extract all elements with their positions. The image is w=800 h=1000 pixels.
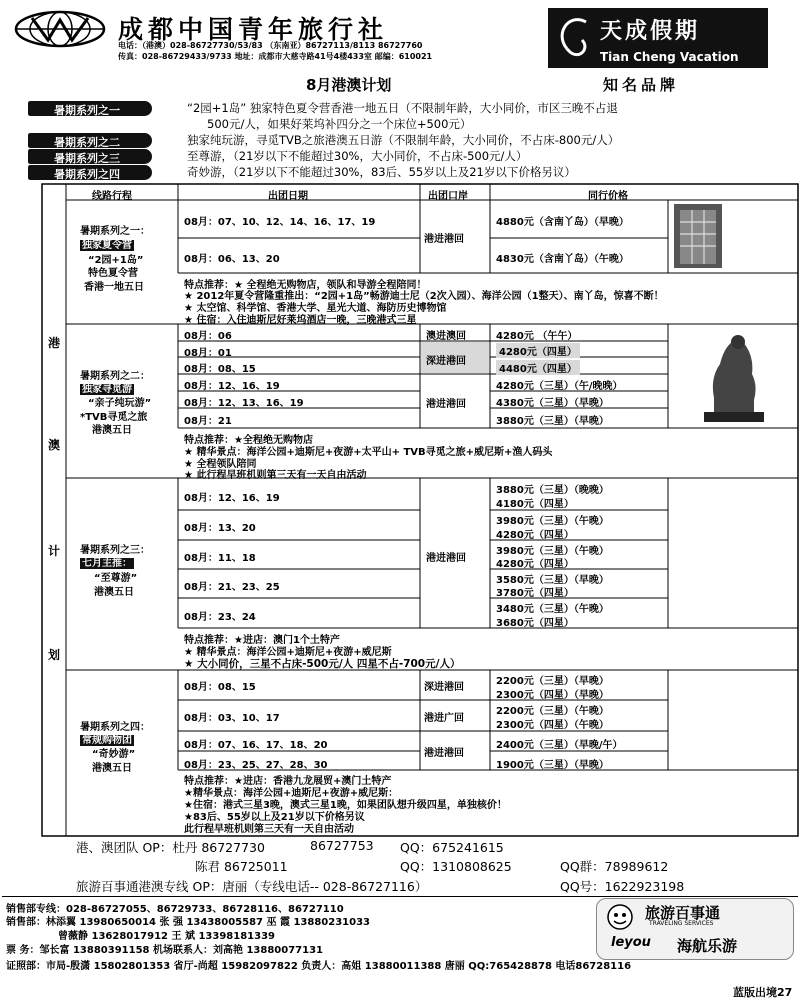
s2-price: 3880元（三星）（早晚） (496, 416, 609, 427)
contact-line-special: 旅游百事通港澳专线 OP：唐丽（专线电话-- 028-86727116） (76, 879, 428, 894)
s3-date: 08月：12、16、19 (184, 493, 280, 504)
page-title: 8月港澳计划 (306, 76, 392, 94)
s3-subtitle: 港澳五日 (94, 587, 134, 598)
s2-note: ★ 此行程早班机则第三天有一天自由活动 (184, 470, 367, 481)
s2-date: 08月：21 (184, 416, 232, 427)
col-header-price: 同行价格 (588, 191, 628, 202)
s2-date: 08月：12、13、16、19 (184, 398, 304, 409)
s2-port: 港进港回 (426, 399, 466, 410)
s4-subtitle: 港澳五日 (92, 763, 132, 774)
series-badge-3: 暑期系列之三 (28, 149, 152, 164)
s4-price: 2400元（三星）（早晚/午） (496, 740, 623, 751)
s2-subtitle: *TVB寻觅之旅 (80, 412, 148, 423)
side-label: 计 (48, 544, 61, 558)
statue-photo (674, 328, 794, 424)
series-badge-1: 暑期系列之一 (28, 101, 152, 116)
contact-op2-qq: QQ：1310808625 (400, 859, 512, 874)
brand-baishitong: 旅游百事通 (645, 904, 721, 922)
s3-date: 08月：11、18 (184, 553, 256, 564)
s4-note: ★精华景点：海洋公园+迪斯尼+夜游+威尼斯： (184, 788, 399, 799)
s4-price: 2300元（四星）（午晚） (496, 720, 609, 731)
s1-title: 暑期系列之一： (80, 226, 150, 237)
summary-line: 奇妙游，（21岁以下不能超过30%，83后、55岁以上及21岁以下价格另议） (187, 165, 576, 179)
s3-price: 3980元（三星）（午晚） (496, 516, 609, 527)
s3-date: 08月：13、20 (184, 523, 256, 534)
s1-subtitle: 特色夏令营 (88, 268, 138, 279)
contact-op1-qq: QQ：675241615 (400, 840, 504, 855)
sales-line: 证照部：市局-殷潇 15802801353 省厅-尚超 15982097822 负责人：高姐 13880011388 唐丽 QQ:765428878 电话86728116 (6, 961, 632, 972)
contact-op2: 陈君 86725011 (195, 859, 288, 874)
s1-date: 08月：07、10、12、14、16、17、19 (184, 217, 376, 228)
sales-line: 销售部专线：028-86727055、86729733、86728116、86727110 (6, 904, 344, 915)
s4-price: 2200元（三星）（午晚） (496, 706, 609, 717)
series-badge-4: 暑期系列之四 (28, 165, 152, 180)
brand-haihang: 海航乐游 (677, 937, 738, 955)
s4-tag: 常规购物团 (82, 735, 132, 746)
header-tel: 电话：（港澳）028-86727730/53/83 （东南亚）86727113/8113 86727760 (118, 41, 423, 50)
s1-date: 08月：06、13、20 (184, 254, 280, 265)
s3-note: 特点推荐：★进店：澳门1个土特产 (184, 635, 340, 646)
s1-note: ★ 住宿：入住迪斯尼好莱坞酒店一晚，三晚港式三星 (184, 315, 417, 326)
s2-title: 暑期系列之二： (80, 371, 150, 382)
brand-cn: 天成假期 (600, 19, 701, 44)
s3-tag: 七月主推： (82, 558, 132, 569)
s3-note: ★ 大小同价，三星不占床-500元/人 四星不占-700元/人） (184, 658, 461, 670)
s1-tag: 独家夏令营 (82, 240, 132, 251)
divider (2, 896, 798, 897)
company-logo (14, 10, 106, 48)
contact-op1-phone2: 86727753 (310, 838, 374, 853)
summary-line: 500元/人，如果好莱坞补四分之一个床位+500元） (207, 117, 472, 131)
side-label: 澳 (48, 438, 61, 452)
s2-price: 4280元 （午午） (496, 331, 578, 342)
s2-price: 4280元（四星） (496, 343, 580, 358)
s4-date: 08月：23、25、27、28、30 (184, 760, 328, 771)
s4-port: 港进港回 (424, 748, 464, 759)
s2-note: ★ 精华景点：海洋公园+迪斯尼+夜游+太平山+ TVB寻觅之旅+威尼斯+渔人码头 (184, 447, 553, 458)
s4-date: 08月：07、16、17、18、20 (184, 740, 328, 751)
s2-date: 08月：08、15 (184, 364, 256, 375)
contact-qq-group: QQ群：78989612 (560, 859, 669, 874)
s3-note: ★ 精华景点：海洋公园+迪斯尼+夜游+威尼斯 (184, 647, 392, 658)
s3-price: 3880元（三星）（晚晚） (496, 485, 609, 496)
s1-subtitle: “2园+1岛” (88, 255, 144, 266)
s1-note: 特点推荐：★ 全程绝无购物店，领队和导游全程陪同！ (184, 280, 427, 291)
brand-baishitong-en: TRAVELING SERVICES (649, 920, 714, 927)
s3-date: 08月：23、24 (184, 612, 256, 623)
s1-price: 4880元（含南丫岛）（早晚） (496, 217, 629, 228)
s1-subtitle: 香港一地五日 (84, 282, 144, 293)
s4-subtitle: “奇妙游” (92, 749, 136, 760)
tian-cheng-swirl-icon (556, 14, 592, 58)
brand-note: 知名品牌 (603, 76, 680, 94)
side-label: 港 (48, 336, 61, 350)
page-label: 蓝版出境27 (733, 986, 793, 999)
header-fax: 传真：028-86729433/9733 地址：成都市大慈寺路41号4楼433室 邮编：610021 (118, 52, 433, 61)
s2-subtitle: 港澳五日 (92, 425, 132, 436)
summary-line: “2园+1岛” 独家特色夏令营香港一地五日（不限制年龄，大小同价，市区三晚不占退 (187, 101, 618, 115)
s1-note: ★ 太空馆、科学馆、香港大学、星光大道、海防历史博物馆 (184, 303, 447, 314)
col-header-route: 线路行程 (92, 191, 132, 202)
s2-tag: 独家寻觅游 (82, 384, 132, 395)
s2-price: 4480元（四星） (496, 360, 580, 375)
s3-price: 3580元（三星）（早晚） (496, 575, 609, 586)
s2-price: 4280元（三星）（午/晚晚） (496, 381, 623, 392)
summary-line: 独家纯玩游，寻觅TVB之旅港澳五日游（不限制年龄，大小同价，不占床-800元/人） (187, 133, 620, 147)
s3-price: 4280元（四星） (496, 530, 574, 541)
s4-port: 港进广回 (424, 713, 464, 724)
s1-note: ★ 2012年夏令营隆重推出：“2园+1岛”畅游迪士尼（2次入园）、海洋公园（1整天）、南丫岛，惊喜不断！ (184, 291, 664, 302)
statue-icon (674, 328, 794, 424)
s2-subtitle: “亲子纯玩游” (88, 398, 152, 409)
s2-note: ★ 全程领队陪同 (184, 459, 257, 470)
s2-date: 08月：06 (184, 331, 232, 342)
s4-note: 此行程早班机则第三天有一天自由活动 (184, 824, 354, 835)
sales-line: 销售部：林添翼 13980650014 张 强 13438005587 巫 霞 13880231033 (6, 917, 370, 928)
s1-price: 4830元（含南丫岛）（午晚） (496, 254, 629, 265)
s4-price: 1900元（三星）（早晚） (496, 760, 609, 771)
s3-price: 3680元（四星） (496, 618, 574, 629)
s2-note: 特点推荐：★全程绝无购物店 (184, 435, 313, 446)
brand-en: Tian Cheng Vacation (600, 50, 739, 64)
contact-op1: 港、澳团队 OP：杜丹 86727730 (76, 840, 265, 855)
s2-price: 4380元（三星）（早晚） (496, 398, 609, 409)
s4-note: ★住宿：港式三星3晚，澳式三星1晚，如果团队想升级四星，单独核价！ (184, 800, 507, 811)
s4-price: 2200元（三星）（早晚） (496, 676, 609, 687)
summary-line: 至尊游，（21岁以下不能超过30%，大小同价，不占床-500元/人） (187, 149, 528, 163)
sales-line: 曾薇静 13628017912 王 斌 13398181339 (58, 931, 276, 942)
s3-subtitle: “至尊游” (94, 573, 138, 584)
s3-price: 4280元（四星） (496, 559, 574, 570)
s3-title: 暑期系列之三： (80, 545, 150, 556)
s3-price: 3480元（三星）（午晚） (496, 604, 609, 615)
s2-port: 澳进澳回 (426, 331, 466, 342)
mascot-icon (605, 903, 635, 931)
col-header-port: 出团口岸 (428, 191, 468, 202)
s4-date: 08月：08、15 (184, 682, 256, 693)
tian-cheng-logo (548, 8, 768, 68)
side-label: 划 (48, 648, 61, 662)
s2-port: 深进港回 (426, 356, 466, 367)
building-photo-icon (674, 204, 722, 268)
s2-date: 08月：12、16、19 (184, 381, 280, 392)
s3-price: 3780元（四星） (496, 588, 574, 599)
s4-port: 深进港回 (424, 682, 464, 693)
hotel-photo (674, 204, 722, 268)
s4-date: 08月：03、10、17 (184, 713, 280, 724)
s2-date: 08月：01 (184, 348, 232, 359)
travel-brand-box (596, 898, 794, 960)
col-header-date: 出团日期 (268, 191, 308, 202)
sales-line: 票 务：邹长富 13880391158 机场联系人：刘高艳 13880077131 (6, 945, 324, 956)
s3-price: 3980元（三星）（午晚） (496, 546, 609, 557)
s3-date: 08月：21、23、25 (184, 582, 280, 593)
s4-note: 特点推荐：★进店：香港九龙展贸+澳门土特产 (184, 776, 392, 787)
company-name: 成都中国青年旅行社 (118, 15, 389, 44)
s4-price: 2300元（四星）（早晚） (496, 690, 609, 701)
brand-leyou: leyou (611, 935, 651, 950)
s4-note: ★83后、55岁以上及21岁以下价格另议 (184, 812, 365, 823)
s1-port: 港进港回 (424, 234, 464, 245)
s3-port: 港进港回 (426, 553, 466, 564)
s3-price: 4180元（四星） (496, 499, 574, 510)
series-badge-2: 暑期系列之二 (28, 133, 152, 148)
s4-title: 暑期系列之四： (80, 722, 150, 733)
contact-qq-number: QQ号：1622923198 (560, 879, 685, 894)
cyts-globe-logo-icon (14, 10, 106, 48)
